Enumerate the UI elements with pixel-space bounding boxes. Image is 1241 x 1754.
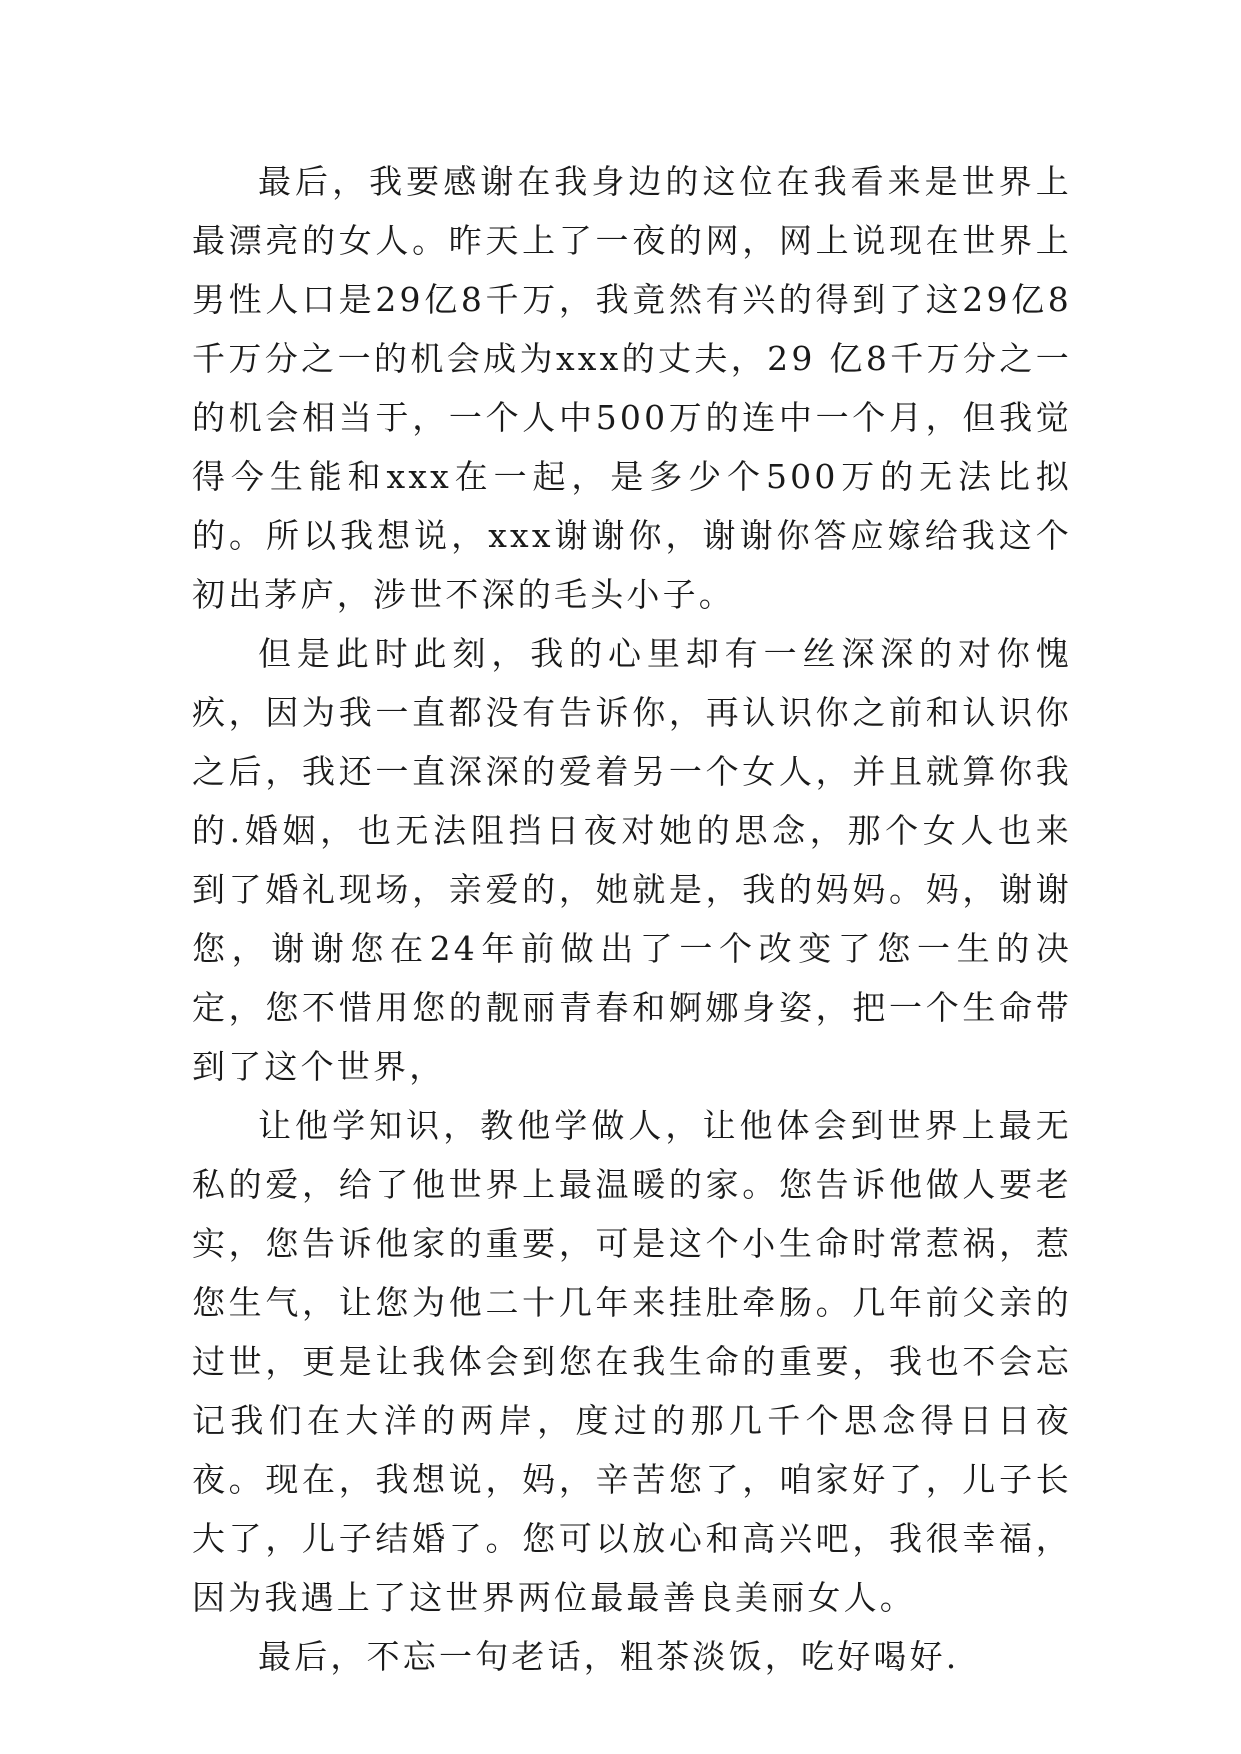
paragraph: 最后，我要感谢在我身边的这位在我看来是世界上最漂亮的女人。昨天上了一夜的网，网上说现在世界上男性人口是29亿8千万，我竟然有兴的得到了这29亿8千万分之一的机会成为xxx的丈夫，29 亿8千万分之一的机会相当于，一个人中500万的连中一个月，但我觉得今生能和xxx在一起，是多少个500万的无法比拟的。所以我想说，xxx谢谢你，谢谢你答应嫁给我这个初出茅庐，涉世不深的毛头小子。 [192,162,1072,614]
paragraph: 但是此时此刻，我的心里却有一丝深深的对你愧疚，因为我一直都没有告诉你，再认识你之前和认识你之后，我还一直深深的爱着另一个女人，并且就算你我的.婚姻，也无法阻挡日夜对她的思念，那个女人也来到了婚礼现场，亲爱的，她就是，我的妈妈。妈，谢谢您，谢谢您在24年前做出了一个改变了您一生的决定，您不惜用您的靓丽青春和婀娜身姿，把一个生命带到了这个世界， [192,634,1072,1086]
document-body [192,152,1072,1686]
paragraph: 最后，不忘一句老话，粗茶淡饭，吃好喝好. [258,1637,960,1676]
paragraph: 让他学知识，教他学做人，让他体会到世界上最无私的爱，给了他世界上最温暖的家。您告诉他做人要老实，您告诉他家的重要，可是这个小生命时常惹祸，惹您生气，让您为他二十几年来挂肚牵肠。几年前父亲的过世，更是让我体会到您在我生命的重要，我也不会忘记我们在大洋的两岸，度过的那几千个思念得日日夜夜。现在，我想说，妈，辛苦您了，咱家好了，儿子长大了，儿子结婚了。您可以放心和高兴吧，我很幸福，因为我遇上了这世界两位最最善良美丽女人。 [192,1106,1072,1617]
